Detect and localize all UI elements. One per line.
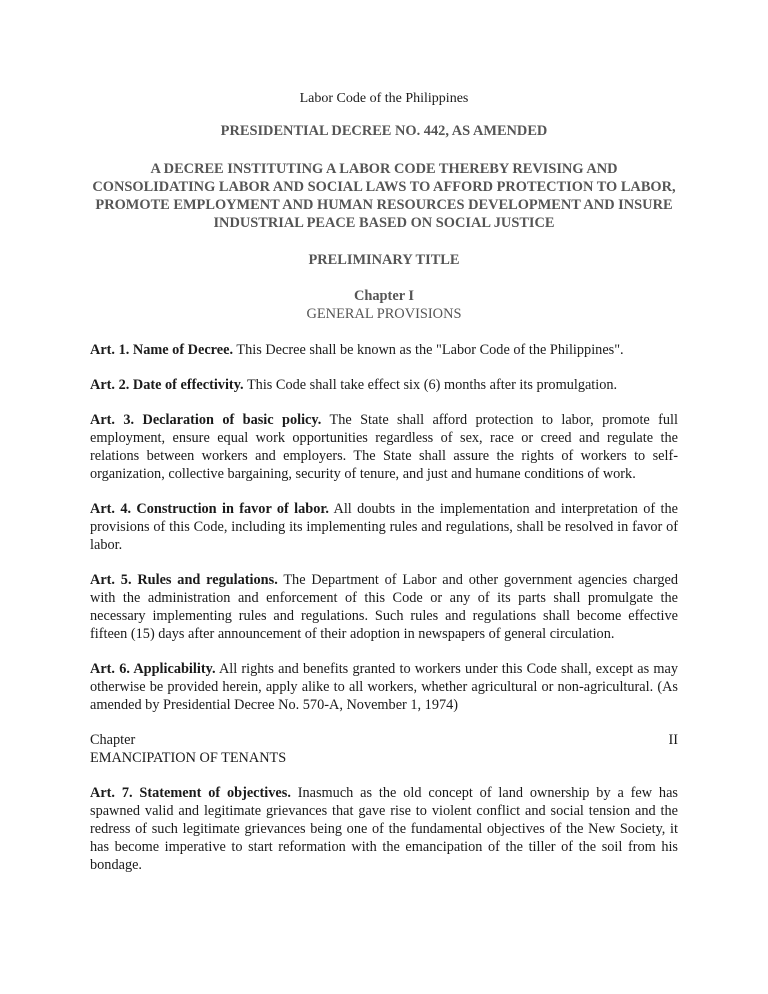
article-3-title: Art. 3. Declaration of basic policy.: [90, 412, 322, 428]
article-1-text: This Decree shall be known as the "Labor Code of the Philippines".: [233, 342, 624, 358]
chapter-1-name: GENERAL PROVISIONS: [306, 306, 462, 322]
article-6: [90, 660, 678, 714]
preliminary-title-heading: PRELIMINARY TITLE: [308, 252, 460, 268]
article-7-text: Inasmuch as the old concept of land ownership by a few has spawned valid and legitimate grievances that gave rise to violent conflict and social tension and the redress of such legitimate grievances being one of the fundamental objectives of the New Society, it has become imperative to start reformation with the emancipation of the tiller of the soil from his bondage.: [90, 785, 678, 873]
document-page: [90, 90, 678, 891]
chapter-2-label: Chapter: [90, 732, 136, 748]
chapter-2-heading: [90, 731, 678, 767]
article-2: [90, 376, 678, 394]
article-5-text: The Department of Labor and other government agencies charged with the administration and enforcement of this Code or any of its parts shall promulgate the necessary implementing rules and regulations. Such rules and regulations shall become effective fifteen (15) days after announcement of their adoption in newspapers of general circulation.: [90, 572, 678, 642]
decree-description-heading: A DECREE INSTITUTING A LABOR CODE THEREBY REVISING AND CONSOLIDATING LABOR AND SOCIAL LAWS TO AFFORD PROTECTION TO LABOR, PROMOTE EMPLOYMENT AND HUMAN RESOURCES DEVELOPMENT AND INSURE INDUSTRIAL PEACE BASED ON SOCIAL JUSTICE: [92, 161, 676, 231]
article-4-text: All doubts in the implementation and interpretation of the provisions of this Code, including its implementing rules and regulations, shall be resolved in favor of labor.: [90, 501, 678, 553]
decree-number-heading: PRESIDENTIAL DECREE NO. 442, AS AMENDED: [220, 123, 548, 139]
article-7: [90, 784, 678, 874]
article-1: [90, 341, 678, 359]
article-3-text: The State shall afford protection to labor, promote full employment, ensure equal work opportunities regardless of sex, race or creed and regulate the relations between workers and employers. The State shall assure the rights of workers to self-organization, collective bargaining, security of tenure, and just and humane conditions of work.: [90, 412, 678, 482]
chapter-2-name: EMANCIPATION OF TENANTS: [90, 750, 287, 766]
article-4: [90, 500, 678, 554]
article-6-text: All rights and benefits granted to workers under this Code shall, except as may otherwise be provided herein, apply alike to all workers, whether agricultural or non-agricultural. (As amended by Presidential Decree No. 570-A, November 1, 1974): [90, 661, 678, 713]
article-6-title: Art. 6. Applicability.: [90, 661, 216, 677]
chapter-2-number: II: [668, 732, 678, 748]
article-3: [90, 411, 678, 483]
article-2-title: Art. 2. Date of effectivity.: [90, 377, 244, 393]
document-title: Labor Code of the Philippines: [299, 91, 469, 106]
article-4-title: Art. 4. Construction in favor of labor.: [90, 501, 329, 517]
article-1-title: Art. 1. Name of Decree.: [90, 342, 234, 358]
article-7-title: Art. 7. Statement of objectives.: [90, 785, 291, 801]
article-2-text: This Code shall take effect six (6) months after its promulgation.: [243, 377, 618, 393]
article-5-title: Art. 5. Rules and regulations.: [90, 572, 278, 588]
chapter-1-number: Chapter I: [353, 288, 415, 304]
article-5: [90, 571, 678, 643]
